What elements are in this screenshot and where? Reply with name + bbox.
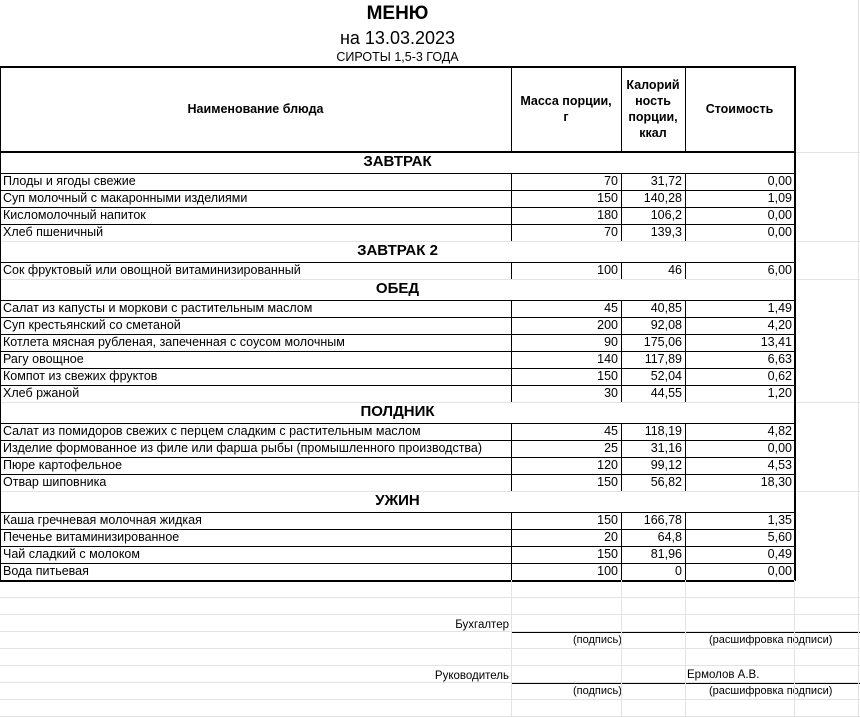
header-column-border <box>511 66 512 152</box>
column-header-cost: Стоимость <box>705 102 774 116</box>
gridline <box>858 0 859 717</box>
table-row[interactable] <box>0 423 794 440</box>
dish-name-cell: Отвар шиповника <box>3 475 107 489</box>
table-row[interactable] <box>0 224 794 241</box>
gridline <box>0 682 860 683</box>
dish-name-cell: Каша гречневая молочная жидкая <box>3 513 202 527</box>
gridline <box>794 580 795 717</box>
calories-cell: 40,85 <box>650 301 682 315</box>
column-border <box>685 423 686 491</box>
cost-cell: 6,00 <box>767 263 792 277</box>
table-row[interactable] <box>0 368 794 385</box>
dish-name-cell: Котлета мясная рубленая, запеченная с соусом молочным <box>3 335 345 349</box>
portion-mass-cell: 90 <box>604 335 618 349</box>
column-header-name: Наименование блюда <box>187 102 324 116</box>
calories-cell: 166,78 <box>643 513 682 527</box>
row-border <box>0 474 794 475</box>
calories-cell: 64,8 <box>657 530 682 544</box>
table-row[interactable] <box>0 334 794 351</box>
table-right-border <box>794 66 796 581</box>
section-header: ЗАВТРАК <box>363 153 432 170</box>
accountant-decode-caption: (расшифровка подписи) <box>709 634 833 646</box>
cost-cell: 1,35 <box>767 513 792 527</box>
calories-cell: 44,55 <box>650 386 682 400</box>
portion-mass-cell: 140 <box>597 352 618 366</box>
dish-name-cell: Компот из свежих фруктов <box>3 369 158 383</box>
gridline <box>621 580 622 717</box>
header-column-border <box>685 66 686 152</box>
row-border <box>0 529 794 530</box>
dish-name-cell: Хлеб ржаной <box>3 386 80 400</box>
column-border <box>685 262 686 279</box>
portion-mass-cell: 25 <box>604 441 618 455</box>
portion-mass-cell: 150 <box>597 547 618 561</box>
row-border <box>0 300 794 301</box>
row-border <box>0 368 794 369</box>
column-border <box>511 173 512 241</box>
calories-cell: 31,72 <box>650 174 682 188</box>
row-border <box>0 190 794 191</box>
row-border <box>0 563 794 564</box>
dish-name-cell: Чай сладкий с молоком <box>3 547 140 561</box>
portion-mass-cell: 30 <box>604 386 618 400</box>
column-header-calories <box>621 67 685 151</box>
accountant-label: Бухгалтер <box>455 619 509 631</box>
cost-cell: 0,00 <box>767 564 792 578</box>
cost-cell: 0,62 <box>767 369 792 383</box>
cost-cell: 13,41 <box>760 335 792 349</box>
row-border <box>0 207 794 208</box>
row-border <box>0 457 794 458</box>
head-decode-caption: (расшифровка подписи) <box>709 685 833 697</box>
gridline <box>0 402 860 403</box>
column-border <box>511 423 512 491</box>
cost-cell: 4,82 <box>767 424 792 438</box>
table-bottom-border <box>0 580 795 582</box>
header-bottom-border <box>0 151 795 153</box>
cost-cell: 0,00 <box>767 174 792 188</box>
calories-cell: 81,96 <box>650 547 682 561</box>
cost-cell: 0,00 <box>767 441 792 455</box>
gridline <box>0 597 860 598</box>
portion-mass-cell: 70 <box>604 225 618 239</box>
gridline <box>0 279 860 280</box>
head-sign-caption: (подпись) <box>573 685 622 697</box>
gridline <box>0 614 860 615</box>
row-border <box>0 262 794 263</box>
calories-cell: 99,12 <box>650 458 682 472</box>
column-border <box>621 423 622 491</box>
row-border <box>0 385 794 386</box>
gridline <box>0 648 860 649</box>
table-row[interactable] <box>0 173 794 190</box>
calories-cell: 175,06 <box>643 335 682 349</box>
gridline <box>0 699 860 700</box>
portion-mass-cell: 150 <box>597 191 618 205</box>
portion-mass-cell: 100 <box>597 263 618 277</box>
calories-cell: 46 <box>668 263 682 277</box>
table-row[interactable] <box>0 385 794 402</box>
portion-mass-cell: 150 <box>597 369 618 383</box>
table-top-border <box>0 66 795 68</box>
row-border <box>0 546 794 547</box>
menu-title: МЕНЮ <box>366 3 429 24</box>
cost-cell: 5,60 <box>767 530 792 544</box>
table-row[interactable] <box>0 440 794 457</box>
column-border <box>685 173 686 241</box>
gridline <box>511 580 512 717</box>
portion-mass-cell: 100 <box>597 564 618 578</box>
row-border <box>0 317 794 318</box>
cost-cell: 0,00 <box>767 225 792 239</box>
calories-cell: 52,04 <box>650 369 682 383</box>
row-border <box>0 440 794 441</box>
row-border <box>0 351 794 352</box>
column-header-cal-line3: порции, <box>628 110 678 124</box>
table-row[interactable] <box>0 207 794 224</box>
calories-cell: 140,28 <box>643 191 682 205</box>
dish-name-cell: Сок фруктовый или овощной витаминизированный <box>3 263 301 277</box>
table-row[interactable] <box>0 351 794 368</box>
table-row[interactable] <box>0 563 794 580</box>
table-row[interactable] <box>0 546 794 563</box>
calories-cell: 139,3 <box>650 225 682 239</box>
calories-cell: 117,89 <box>644 352 682 366</box>
calories-cell: 56,82 <box>650 475 682 489</box>
column-header-mass-line2: г <box>563 110 569 124</box>
accountant-sign-caption: (подпись) <box>573 634 622 646</box>
portion-mass-cell: 120 <box>597 458 618 472</box>
gridline <box>0 665 860 666</box>
column-header-mass <box>511 67 621 151</box>
table-row[interactable] <box>0 474 794 491</box>
table-row[interactable] <box>0 190 794 207</box>
section-header: ПОЛДНИК <box>360 403 435 420</box>
column-border <box>511 512 512 580</box>
column-border <box>621 512 622 580</box>
column-header-cal-line2: ность <box>635 94 671 108</box>
table-row[interactable] <box>0 262 794 279</box>
table-row[interactable] <box>0 300 794 317</box>
dish-name-cell: Плоды и ягоды свежие <box>3 174 136 188</box>
portion-mass-cell: 150 <box>597 513 618 527</box>
column-header-cal-line4: ккал <box>639 126 667 140</box>
column-border <box>685 512 686 580</box>
portion-mass-cell: 45 <box>604 301 618 315</box>
section-header: УЖИН <box>375 492 420 509</box>
menu-date: на 13.03.2023 <box>339 28 456 48</box>
portion-mass-cell: 45 <box>604 424 618 438</box>
section-header: ЗАВТРАК 2 <box>357 242 438 259</box>
dish-name-cell: Пюре картофельное <box>3 458 123 472</box>
dish-name-cell: Салат из помидоров свежих с перцем сладким с растительным маслом <box>3 424 421 438</box>
gridline <box>0 241 860 242</box>
column-header-cal-line1: Калорий <box>626 78 680 92</box>
portion-mass-cell: 20 <box>604 530 618 544</box>
table-row[interactable] <box>0 512 794 529</box>
menu-subtitle: СИРОТЫ 1,5-3 ГОДА <box>336 50 459 64</box>
calories-cell: 31,16 <box>650 441 682 455</box>
calories-cell: 0 <box>675 564 682 578</box>
row-border <box>0 512 794 513</box>
gridline <box>0 631 860 632</box>
gridline <box>685 580 686 717</box>
dish-name-cell: Изделие формованное из филе или фарша рыбы (промышленного производства) <box>3 441 483 455</box>
head-name: Ермолов А.В. <box>687 669 760 681</box>
section-header: ОБЕД <box>375 280 420 297</box>
portion-mass-cell: 70 <box>604 174 618 188</box>
cost-cell: 1,49 <box>767 301 792 315</box>
dish-name-cell: Рагу овощное <box>3 352 84 366</box>
dish-name-cell: Суп молочный с макаронными изделиями <box>3 191 248 205</box>
portion-mass-cell: 150 <box>597 475 618 489</box>
column-border <box>685 300 686 402</box>
cost-cell: 1,09 <box>767 191 792 205</box>
dish-name-cell: Печенье витаминизированное <box>3 530 180 544</box>
portion-mass-cell: 180 <box>597 208 618 222</box>
calories-cell: 106,2 <box>650 208 682 222</box>
cost-cell: 4,53 <box>767 458 792 472</box>
row-border <box>0 173 794 174</box>
column-header-mass-line1: Масса порции, <box>520 94 612 108</box>
cost-cell: 6,63 <box>767 352 792 366</box>
table-row[interactable] <box>0 317 794 334</box>
column-border <box>511 300 512 402</box>
row-border <box>0 334 794 335</box>
column-border <box>621 300 622 402</box>
cost-cell: 18,30 <box>760 475 792 489</box>
dish-name-cell: Салат из капусты и моркови с растительным маслом <box>3 301 313 315</box>
gridline <box>0 491 860 492</box>
portion-mass-cell: 200 <box>597 318 618 332</box>
column-border <box>621 262 622 279</box>
cost-cell: 0,49 <box>767 547 792 561</box>
row-border <box>0 224 794 225</box>
cost-cell: 1,20 <box>767 386 792 400</box>
calories-cell: 118,19 <box>644 424 682 438</box>
row-border <box>0 423 794 424</box>
column-border <box>511 262 512 279</box>
cost-cell: 0,00 <box>767 208 792 222</box>
table-row[interactable] <box>0 457 794 474</box>
table-row[interactable] <box>0 529 794 546</box>
column-border <box>621 173 622 241</box>
cost-cell: 4,20 <box>767 318 792 332</box>
calories-cell: 92,08 <box>650 318 682 332</box>
dish-name-cell: Вода питьевая <box>3 564 89 578</box>
table-left-border <box>0 66 1 580</box>
header-column-border <box>621 66 622 152</box>
head-label: Руководитель <box>434 670 509 682</box>
dish-name-cell: Суп крестьянский со сметаной <box>3 318 181 332</box>
dish-name-cell: Хлеб пшеничный <box>3 225 104 239</box>
dish-name-cell: Кисломолочный напиток <box>3 208 146 222</box>
